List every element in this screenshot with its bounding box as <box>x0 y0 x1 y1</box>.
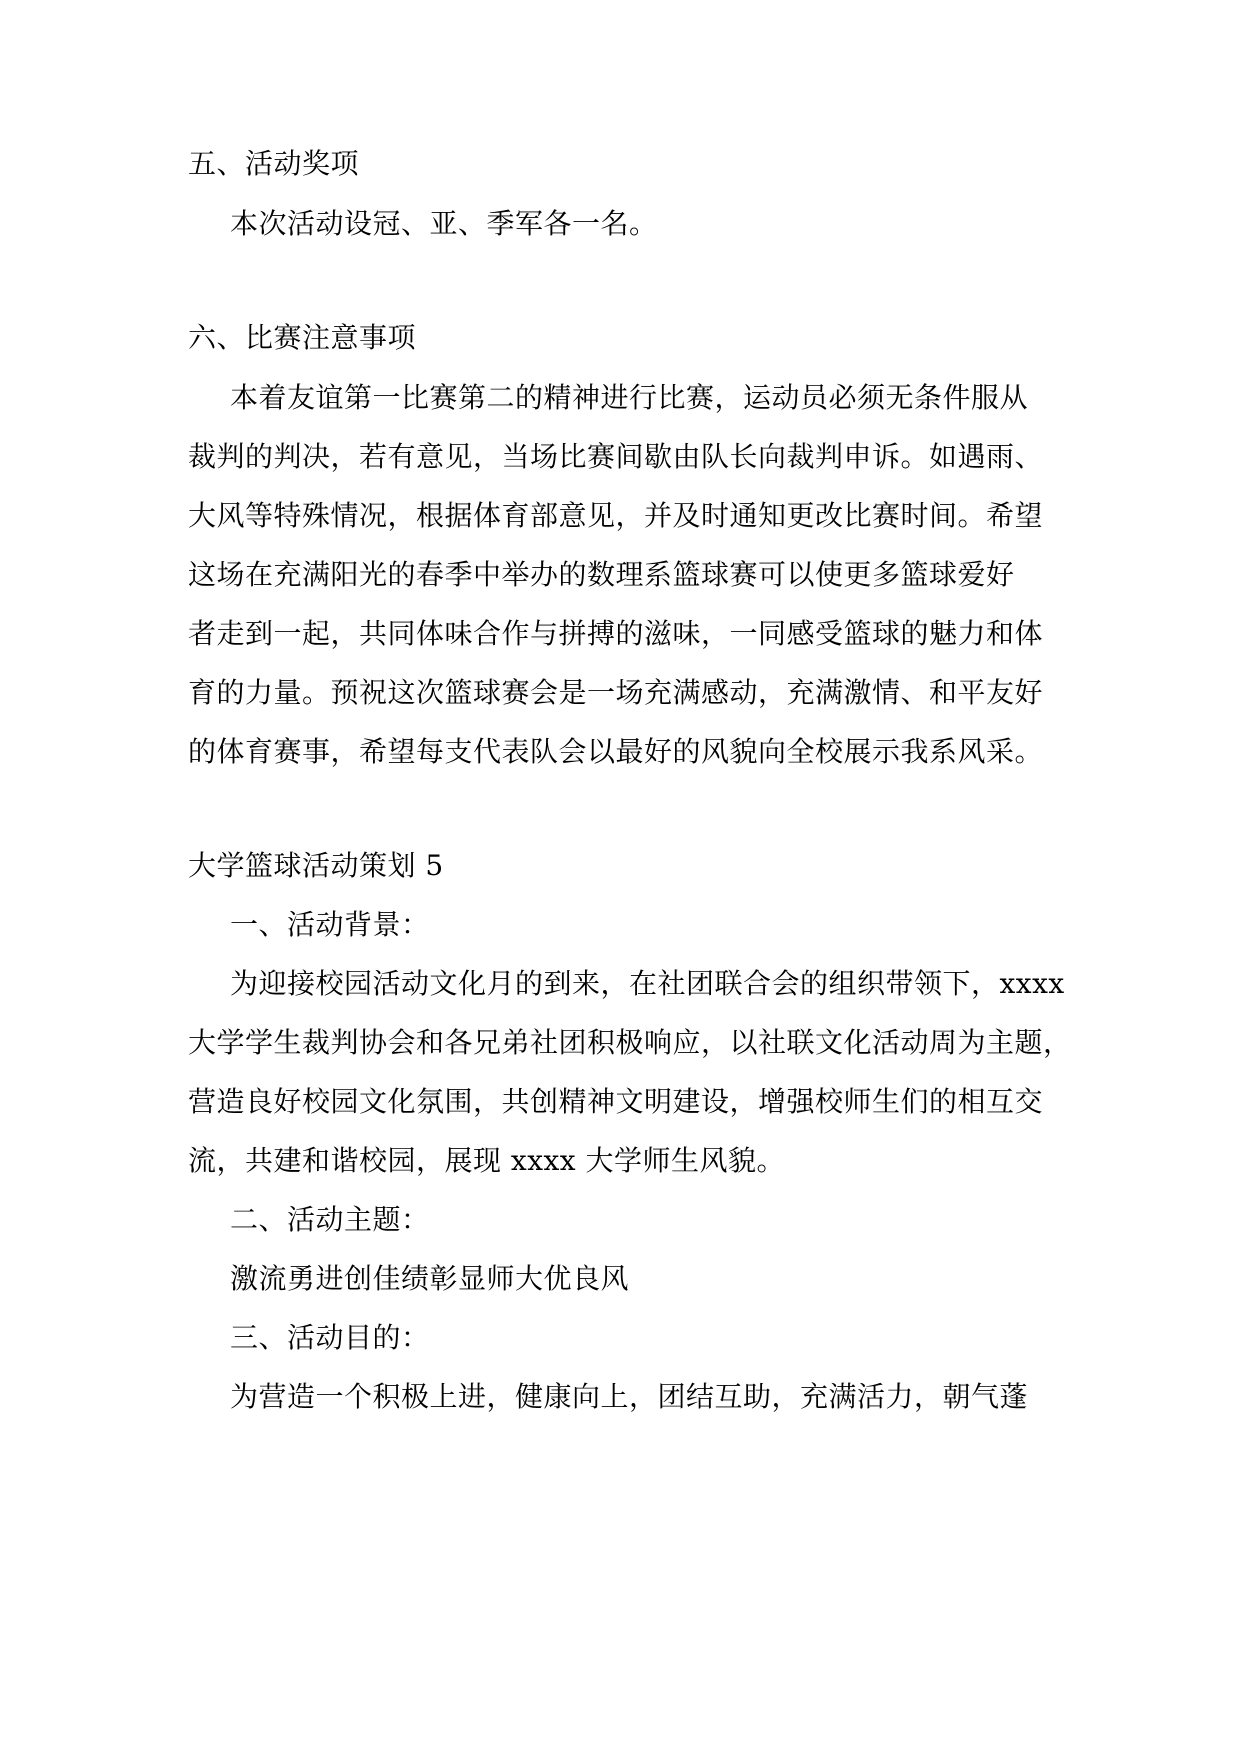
section-heading-awards: 五、活动奖项 <box>188 147 360 180</box>
paragraph-line: 育的力量。预祝这次篮球赛会是一场充满感动，充满激情、和平友好 <box>188 676 1044 709</box>
paragraph-theme: 激流勇进创佳绩彰显师大优良风 <box>230 1262 630 1295</box>
paragraph-line: 大学学生裁判协会和各兄弟社团积极响应，以社联文化活动周为主题， <box>188 1026 1072 1059</box>
section-heading-purpose: 三、活动目的： <box>230 1321 430 1354</box>
paragraph-purpose: 为营造一个积极上进，健康向上，团结互助，充满活力，朝气蓬 <box>230 1380 1029 1413</box>
paragraph-line: 的体育赛事，希望每支代表队会以最好的风貌向全校展示我系风采。 <box>188 735 1044 768</box>
paragraph-line: 本着友谊第一比赛第二的精神进行比赛，运动员必须无条件服从 <box>230 381 1029 414</box>
paragraph-line: 流，共建和谐校园，展现 xxxx 大学师生风貌。 <box>188 1144 785 1177</box>
plan-title: 大学篮球活动策划 5 <box>188 849 444 882</box>
section-heading-theme: 二、活动主题： <box>230 1203 430 1236</box>
paragraph-line: 裁判的判决，若有意见，当场比赛间歇由队长向裁判申诉。如遇雨、 <box>188 440 1044 473</box>
paragraph-line: 大风等特殊情况，根据体育部意见，并及时通知更改比赛时间。希望 <box>188 499 1044 532</box>
paragraph-line: 者走到一起，共同体味合作与拼搏的滋味，一同感受篮球的魅力和体 <box>188 617 1044 650</box>
section-heading-background: 一、活动背景： <box>230 908 430 941</box>
paragraph-line: 这场在充满阳光的春季中举办的数理系篮球赛可以使更多篮球爱好 <box>188 558 1015 591</box>
paragraph-line: 为迎接校园活动文化月的到来，在社团联合会的组织带领下，xxxx <box>230 967 1065 1000</box>
paragraph-line: 营造良好校园文化氛围，共创精神文明建设，增强校师生们的相互交 <box>188 1085 1044 1118</box>
paragraph-awards: 本次活动设冠、亚、季军各一名。 <box>230 207 658 240</box>
section-heading-notes: 六、比赛注意事项 <box>188 321 417 354</box>
